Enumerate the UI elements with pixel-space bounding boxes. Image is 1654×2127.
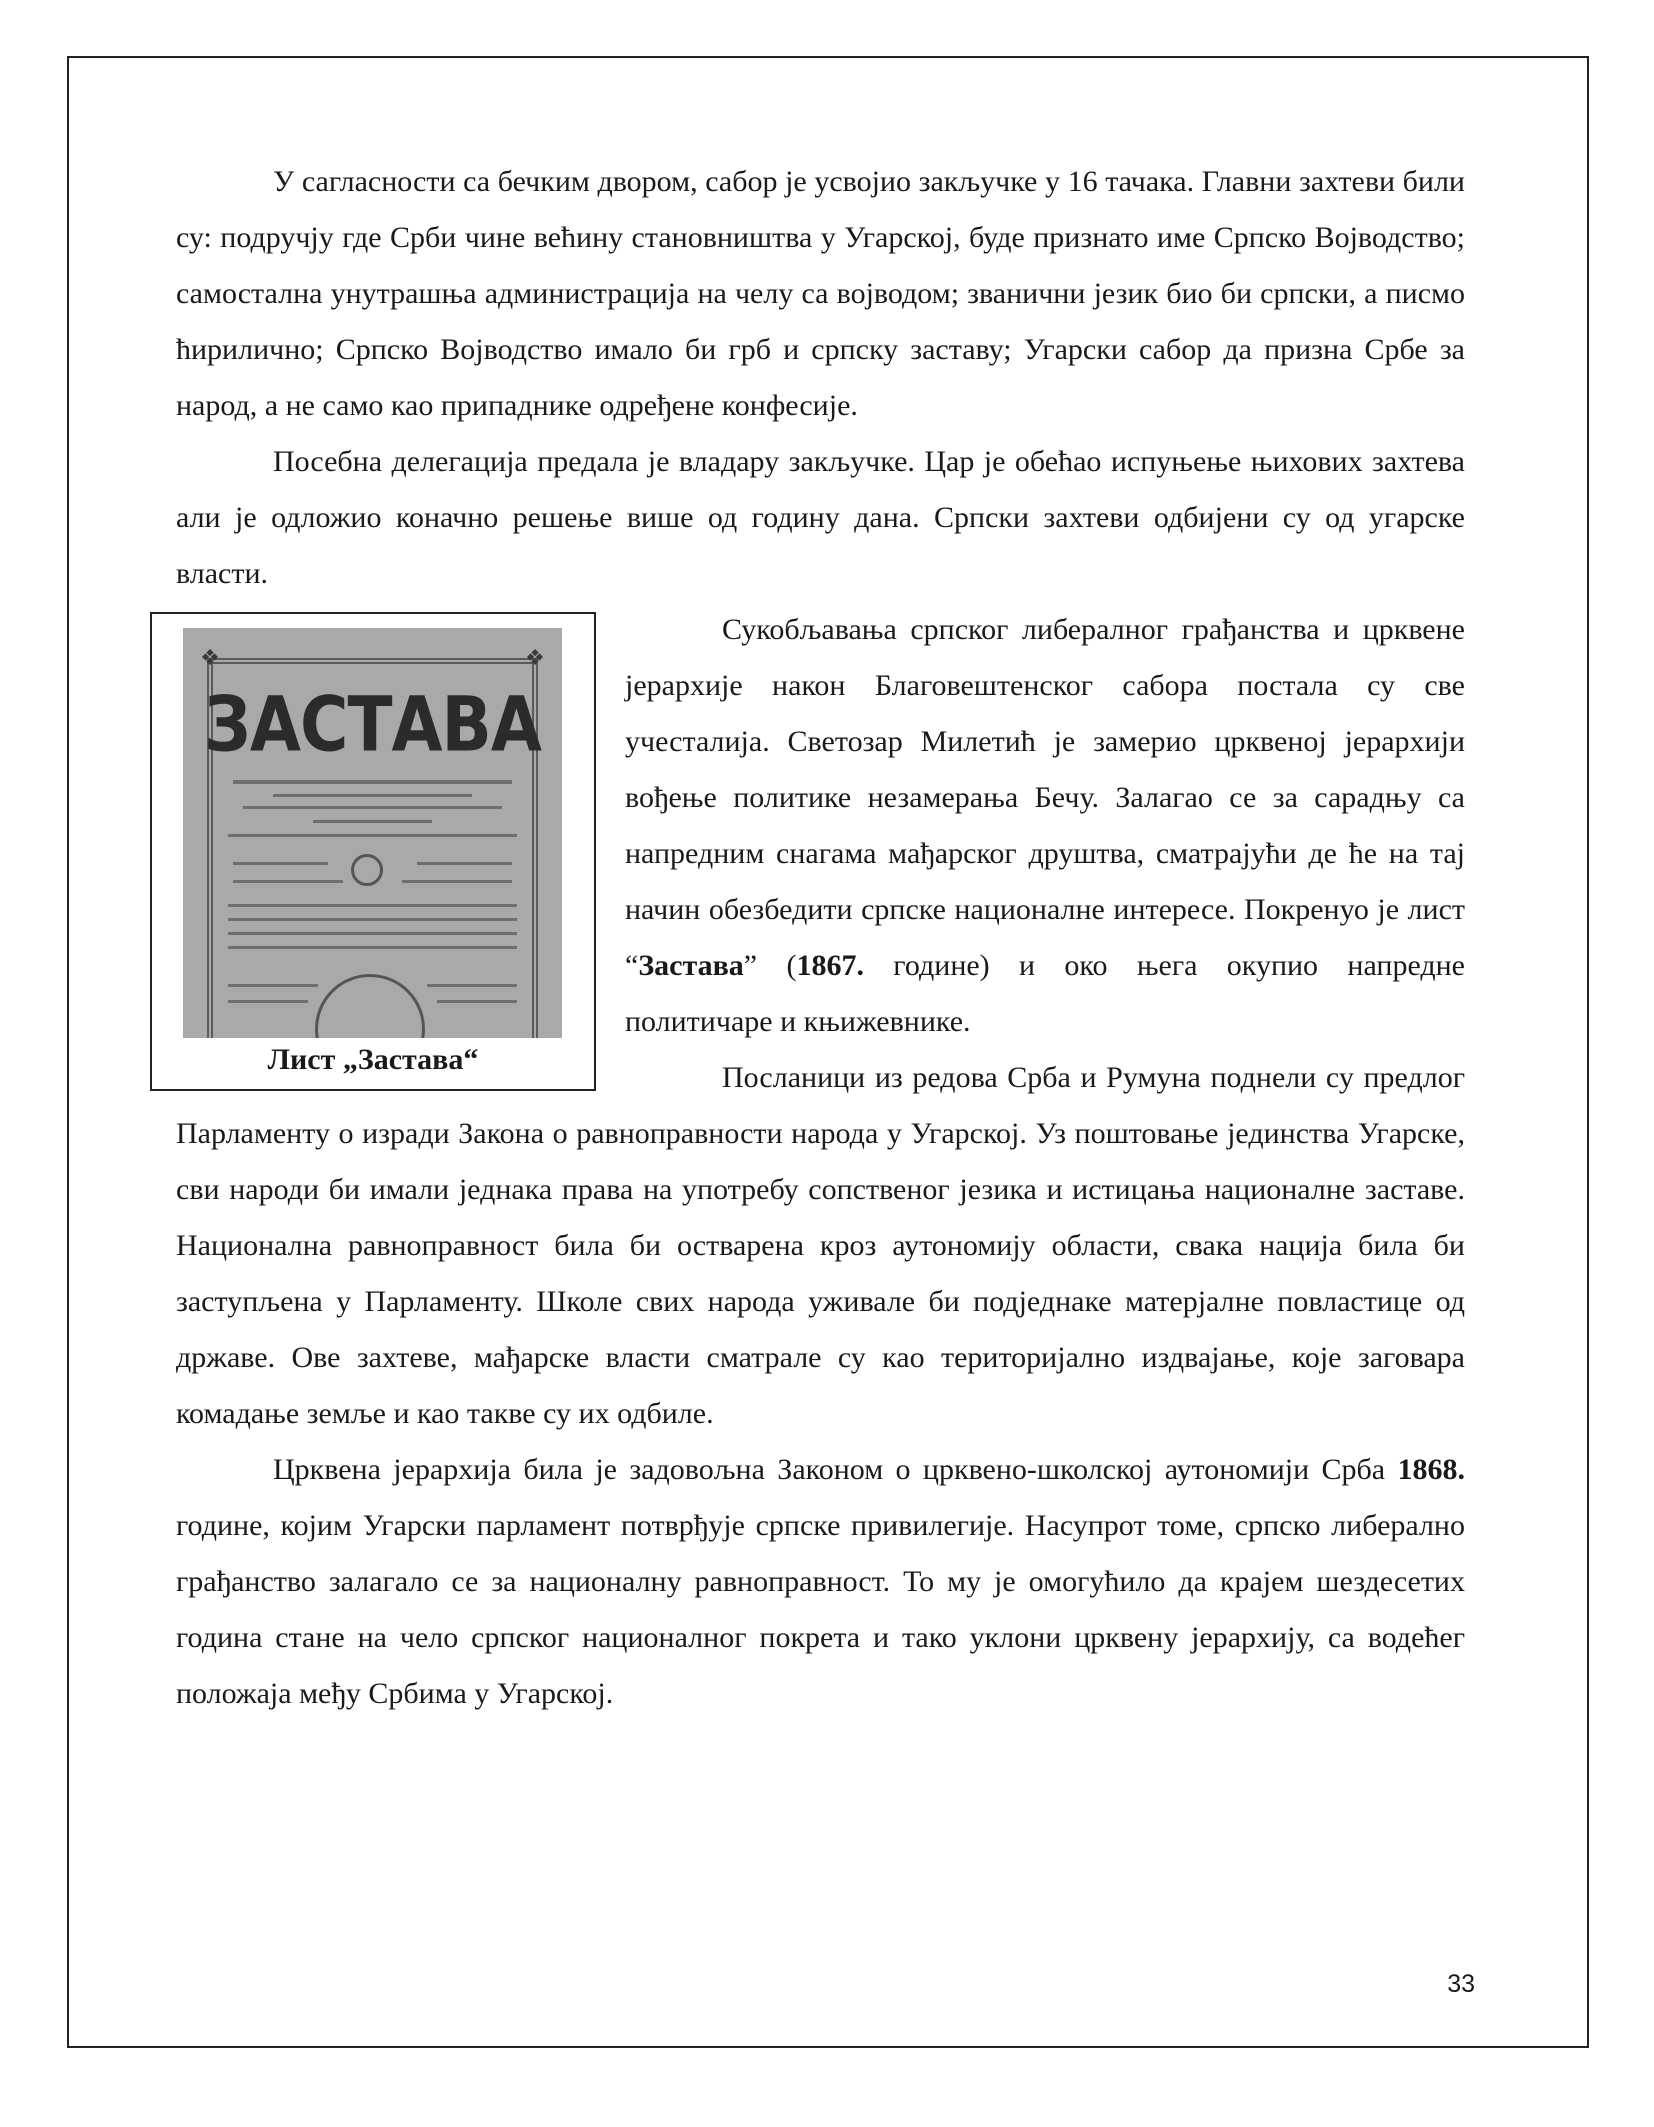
newspaper-image	[183, 628, 562, 1038]
text-line	[228, 834, 517, 837]
text-line	[417, 862, 512, 865]
emblem-icon	[351, 854, 383, 886]
year-1867: 1867.	[796, 949, 864, 982]
paragraph-2: Посебна делегација предала је владару закључке. Цар је обећао испуњење њихових захтева али је одложио коначно решење више од годину дана. Српски захтеви одбијени су од угарске власти.	[176, 445, 1465, 590]
text-line	[228, 904, 517, 907]
year-1868: 1868.	[1397, 1453, 1465, 1486]
paragraph-4: Посланици из редова Срба и Румуна поднели су предлог Парламенту о изради Закона о равноправности народа у Угарској. Уз поштовање јединства Угарске, сви народи би имали једнака права на употребу сопственог језика и истицања националне заставе. Национална равноправност била би остварена кроз аутономију области, свака нација била би заступљена у Парламенту. Школе свих народа уживале би подједнаке матерјалне повластице од државе. Ове захтеве, мађарске власти сматрале су као територијално издвајање, које заговара комадање земље и као такве су их одбиле.	[176, 1061, 1465, 1430]
text-line	[313, 820, 432, 823]
text-line	[427, 984, 517, 987]
text-line	[228, 946, 517, 949]
page-number: 33	[1447, 1970, 1475, 1998]
text-line	[228, 918, 517, 921]
text-line	[228, 1000, 308, 1003]
newspaper-masthead: ЗАСТАВА	[204, 680, 541, 769]
paragraph-3-text: године) и око њега окупио напредне политичаре и књижевнике.	[625, 949, 1465, 1038]
newspaper-name: Застава	[638, 949, 744, 982]
newspaper-figure	[150, 612, 596, 1091]
paragraph-5-text: Црквена јерархија била је задовољна Законом о црквено-школској аутономији Срба	[273, 1453, 1398, 1486]
paragraph-3-text: Сукобљавања српског либералног грађанства и црквене јерархије након Благовештенског сабора постала су све учесталија. Светозар Милетић је замерио црквеној јерархији вођење политике незамерања Бечу. Залагао се за сарадњу са напредним снагама мађарског друштва, сматрајући де ће на тај начин обезбедити српске националне интересе. Покренуо је лист “	[625, 613, 1465, 982]
text-line	[273, 794, 472, 797]
corner-ornament-icon: ❖	[200, 646, 220, 671]
corner-ornament-icon: ❖	[525, 646, 545, 671]
text-line	[243, 806, 502, 809]
text-line	[228, 932, 517, 935]
text-line	[437, 1000, 517, 1003]
text-line	[228, 984, 318, 987]
paragraph-5-text: године, којим Угарски парламент потврђује српске привилегије. Насупрот томе, српско либерално грађанство залагало се за националну равноправност. То му је омогућило да крајем шездесетих година стане на чело српског националног покрета и тако уклони црквену јерархију, са водећег положаја међу Србима у Угарској.	[176, 1509, 1465, 1710]
text-line	[233, 880, 343, 883]
paragraph-1: У сагласности са бечким двором, сабор је усвојио закључке у 16 тачака. Главни захтеви били су: подручју где Срби чине већину становништва у Угарској, буде признато име Српско Војводство; самостална унутрашња администрација на челу са војводом; званични језик био би српски, а писмо ћирилично; Српско Војводство имало би грб и српску заставу; Угарски сабор да призна Србе за народ, а не само као припаднике одређене конфесије.	[176, 165, 1465, 422]
page-body	[176, 154, 1465, 1722]
figure-caption: Лист „Застава“	[267, 1043, 479, 1076]
text-line	[233, 862, 328, 865]
paragraph-5	[176, 1442, 1465, 1722]
paragraph-3-text: ” (	[743, 949, 797, 982]
text-line	[402, 880, 512, 883]
text-line	[233, 780, 512, 784]
